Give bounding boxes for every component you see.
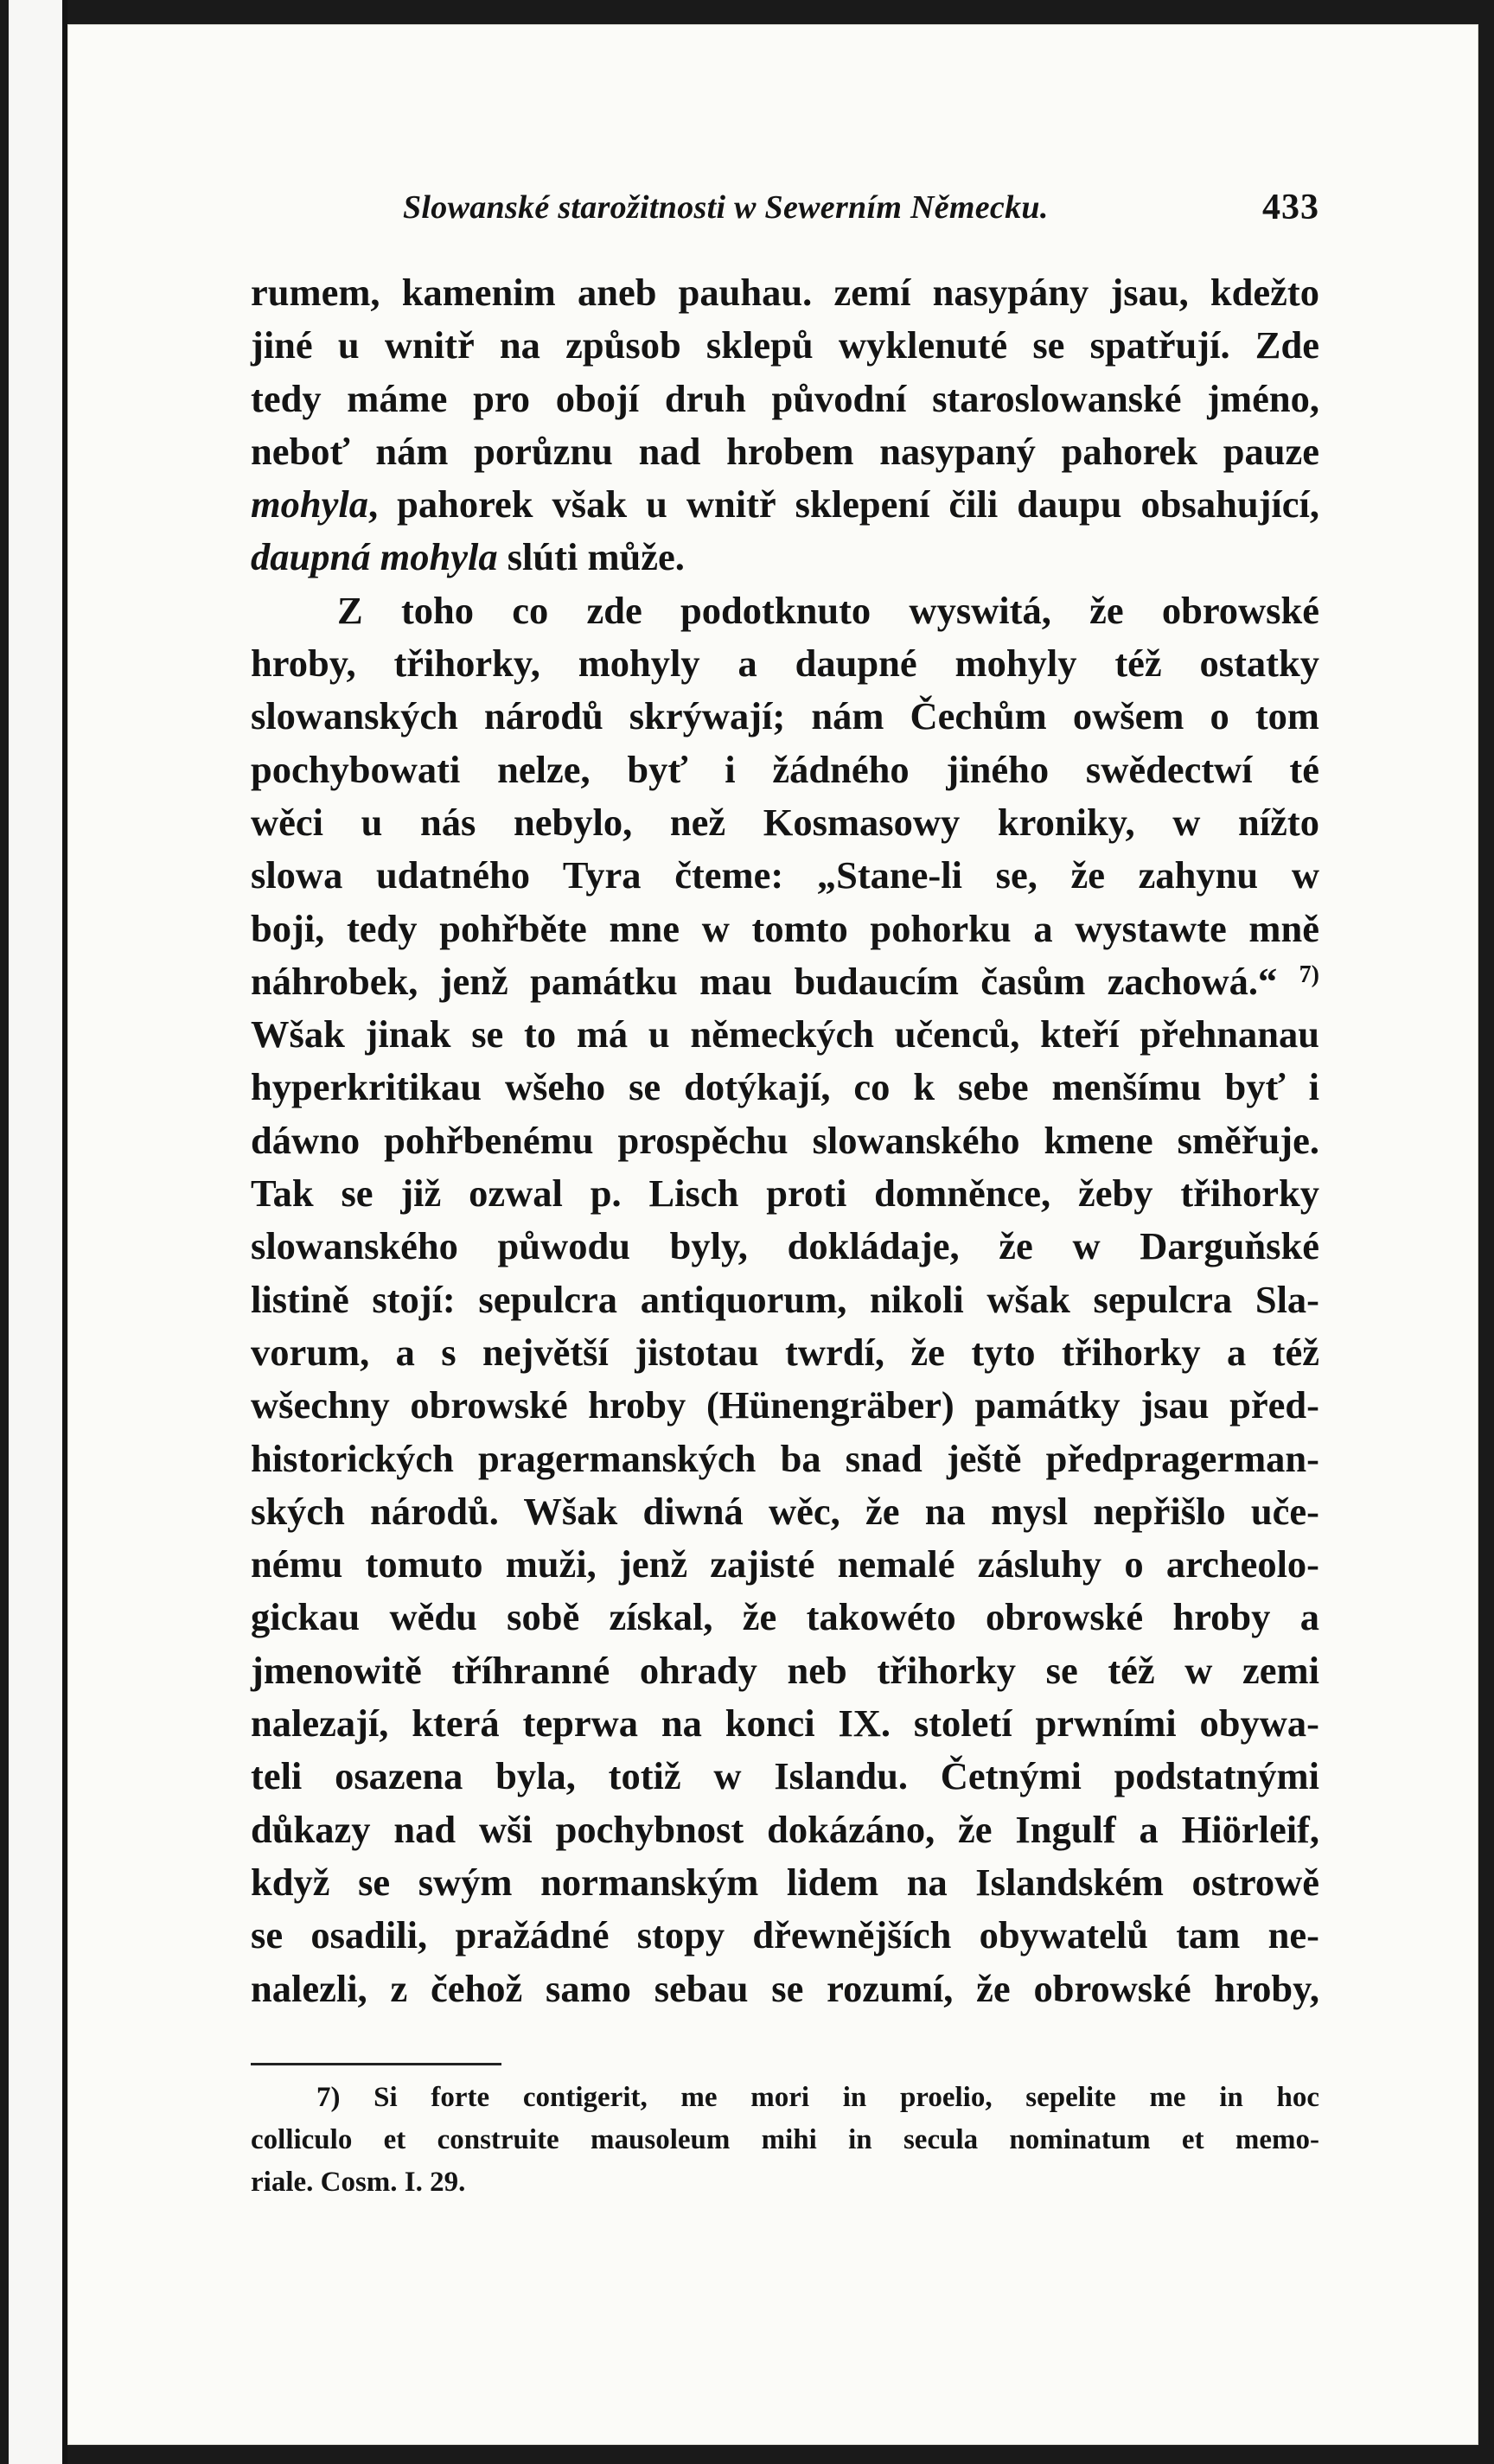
italic-term: daupná mohyla xyxy=(251,535,498,579)
text-line: důkazy nad wši pochybnost dokázáno, že Ingulf a Hiörleif, xyxy=(251,1807,1319,1851)
text-line: nému tomuto muži, jenž zajisté nemalé zásluhy o archeolo- xyxy=(251,1542,1319,1586)
text-line: teli osazena byla, totiž w Islandu. Četnými podstatnými xyxy=(251,1754,1319,1798)
scan-left-edge xyxy=(0,0,67,2464)
text-line: hroby, třihorky, mohyly a daupné mohyly též ostatky xyxy=(251,642,1319,686)
text-line: vorum, a s největší jistotau twrdí, že tyto třihorky a též xyxy=(251,1330,1319,1374)
text-line xyxy=(251,955,1319,1008)
text-line: se osadili, pražádné stopy dřewnějších obywatelů tam ne- xyxy=(251,1913,1319,1957)
text-line: listině stojí: sepulcra antiquorum, nikoli wšak sepulcra Sla- xyxy=(251,1277,1319,1321)
body-text xyxy=(251,266,1319,2015)
text-line: gickau wědu sobě získal, že takowéto obrowské hroby a xyxy=(251,1595,1319,1639)
text-line: ských národů. Wšak diwná wěc, že na mysl nepřišlo uče- xyxy=(251,1489,1319,1533)
running-head xyxy=(403,183,1319,232)
text-line: jmenowitě tříhranné ohrady neb třihorky se též w zemi xyxy=(251,1648,1319,1692)
text-run: , pahorek však u wnitř sklepení čili daupu obsahující, xyxy=(367,482,1319,527)
text-line: Wšak jinak se to má u německých učenců, kteří přehnanau xyxy=(251,1012,1319,1056)
footnote-reference: 7) xyxy=(1299,961,1319,988)
text-line: jiné u wnitř na způsob sklepů wyklenuté se spatřují. Zde xyxy=(251,323,1319,367)
text-line: když se swým normanským lidem na Islandském ostrowě xyxy=(251,1860,1319,1904)
text-line: nalezají, která teprwa na konci IX. století prwními obywa- xyxy=(251,1701,1319,1746)
text-line: rumem, kamenim aneb pauhau. zemí nasypány jsau, kdežto xyxy=(251,271,1319,314)
text-line: boji, tedy pohřběte mne w tomto pohorku a wystawte mně xyxy=(251,906,1319,950)
text-line: wěci u nás nebylo, než Kosmasowy kroniky, w nížto xyxy=(251,800,1319,844)
footnote-line: 7) Si forte contigerit, me mori in proelio, sepelite me in hoc xyxy=(316,2082,1319,2113)
footnote-line: colliculo et construite mausoleum mihi in secula nominatum et memo- xyxy=(251,2124,1319,2155)
text-run: náhrobek, jenž památku mau budaucím časům zachowá.“ xyxy=(251,959,1278,1003)
italic-term: mohyla xyxy=(251,482,368,527)
scan-right-edge xyxy=(1478,24,1494,2464)
text-line: nalezli, z čehož samo sebau se rozumí, že obrowské hroby, xyxy=(251,1966,1319,2010)
text-line: slowa udatného Tyra čteme: „Stane-li se, že zahynu w xyxy=(251,853,1319,897)
scan-bottom-edge xyxy=(67,2445,1478,2464)
text-run: slúti může. xyxy=(507,535,685,579)
text-line: slowanského půwodu byly, dokládaje, že w Darguňské xyxy=(251,1224,1319,1268)
text-line: wšechny obrowské hroby (Hünengräber) památky jsau před- xyxy=(251,1383,1319,1427)
text-line: historických pragermanských ba snad ještě předpragerman- xyxy=(251,1436,1319,1480)
text-line: slowanských národů skrýwají; nám Čechům owšem o tom xyxy=(251,694,1319,738)
text-line: hyperkritikau wšeho se dotýkají, co k sebe menšímu byť i xyxy=(251,1065,1319,1109)
text-line xyxy=(251,478,1319,531)
text-line: dáwno pohřbenému prospěchu slowanského kmene směřuje. xyxy=(251,1118,1319,1162)
footnote xyxy=(251,2077,1319,2204)
text-line: neboť nám porůznu nad hrobem nasypaný pahorek pauze xyxy=(251,429,1319,473)
scan-top-edge xyxy=(67,0,1494,24)
text-line: tedy máme pro obojí druh původní staroslowanské jméno, xyxy=(251,376,1319,420)
text-line: pochybowati nelze, byť i žádného jiného swědectwí té xyxy=(251,747,1319,791)
paragraph-start-line: Z toho co zde podotknuto wyswitá, že obrowské xyxy=(337,588,1319,632)
footnote-rule xyxy=(251,2063,501,2065)
text-line xyxy=(251,531,1319,584)
footnote-line: riale. Cosm. I. 29. xyxy=(251,2167,466,2198)
page-number: 433 xyxy=(1262,188,1319,227)
text-line: Tak se již ozwal p. Lisch proti domněnce, žeby třihorky xyxy=(251,1171,1319,1216)
running-title: Slowanské starožitnosti w Sewerním Německu. xyxy=(403,189,1049,226)
